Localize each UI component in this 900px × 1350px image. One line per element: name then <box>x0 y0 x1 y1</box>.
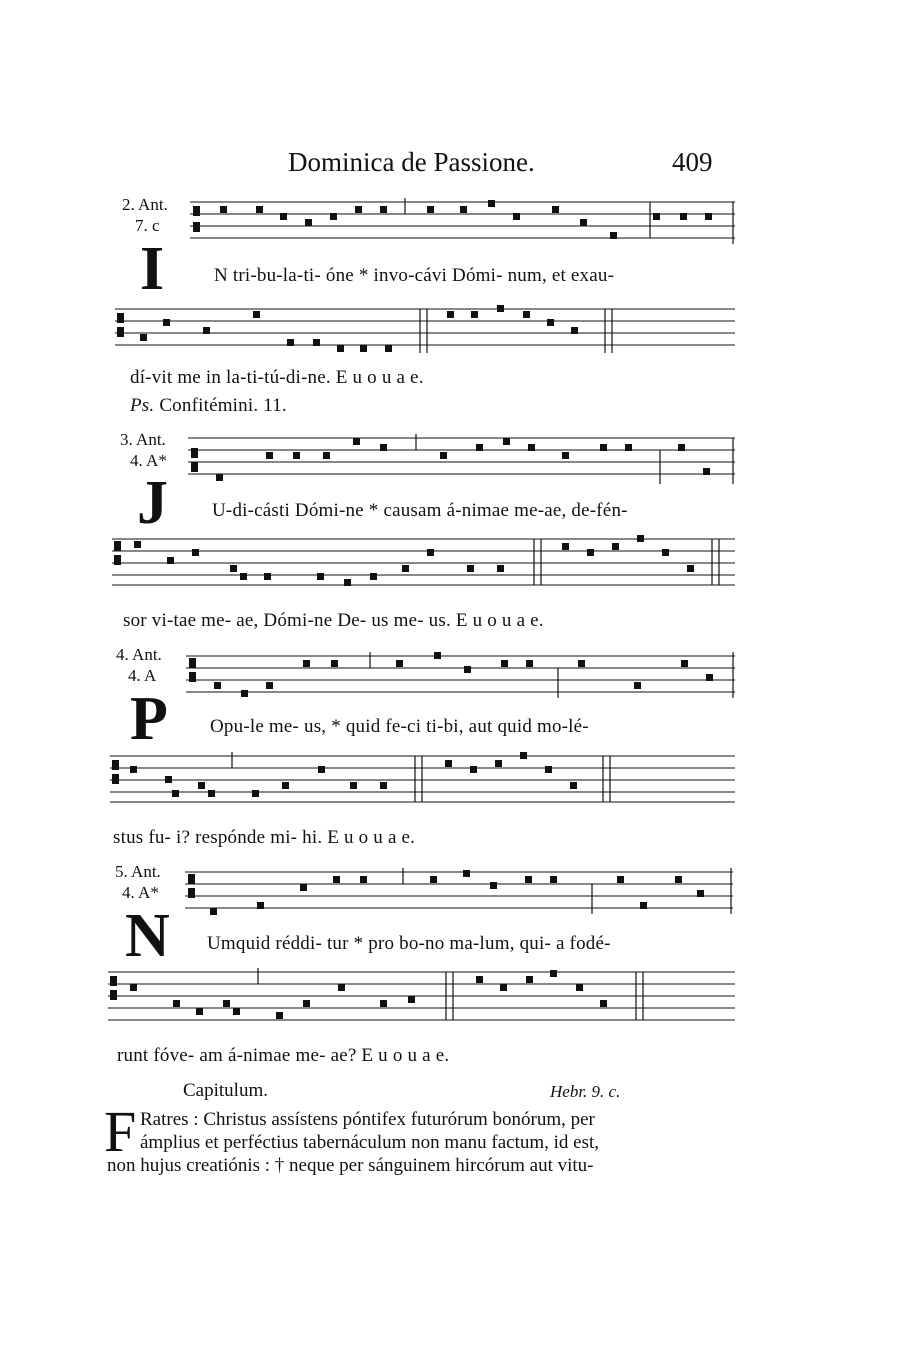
antiphon-label: 2. Ant. <box>122 195 168 214</box>
mode-label: 4. A <box>128 666 157 685</box>
lyrics-line: stus fu- i? respónde mi- hi. E u o u a e. <box>113 827 416 848</box>
scripture-reference: Hebr. 9. c. <box>550 1082 621 1101</box>
music-staff <box>190 198 735 244</box>
lyrics-line: U-di-cásti Dómi-ne * causam á-nimae me-ae, de-fén- <box>212 500 628 521</box>
antiphon-label: 4. Ant. <box>116 645 162 664</box>
page-title: Dominica de Passione. <box>288 147 535 177</box>
drop-capital: J <box>137 469 168 537</box>
music-staff <box>112 535 735 597</box>
lyrics-line: sor vi-tae me- ae, Dómi-ne De- us me- us. E u o u a e. <box>123 610 544 631</box>
lyrics-line: Opu-le me- us, * quid fe-ci ti-bi, aut quid mo-lé- <box>210 716 589 737</box>
drop-capital: P <box>130 685 168 753</box>
lyrics-line: runt fóve- am á-nimae me- ae? E u o u a e. <box>117 1045 450 1066</box>
capitulum-heading: Capitulum. <box>183 1080 268 1101</box>
lyrics-line: dí-vit me in la-ti-tú-di-ne. E u o u a e. <box>130 367 424 388</box>
psalm-text: Confitémini. 11. <box>159 395 287 416</box>
antiphon-label: 5. Ant. <box>115 862 161 881</box>
music-staff <box>110 752 735 812</box>
music-staff <box>185 868 733 918</box>
lyrics-line: Umquid réddi- tur * pro bo-no ma-lum, qui- a fodé- <box>207 933 611 954</box>
paragraph-line: ámplius et perféctius tabernáculum non manu factum, id est, <box>140 1132 600 1153</box>
psalm-abbr: Ps. <box>130 395 155 416</box>
antiphon-label: 3. Ant. <box>120 430 166 449</box>
mode-label: 4. A* <box>130 451 167 470</box>
psalm-incipit <box>130 395 287 417</box>
music-staff <box>115 305 735 357</box>
paragraph-line: Ratres : Christus assístens póntifex futurórum bonórum, per <box>140 1109 595 1130</box>
music-staff <box>108 968 735 1030</box>
drop-capital: F <box>104 1099 137 1164</box>
paragraph-line: non hujus creatiónis : † neque per sánguinem hircórum aut vitu- <box>107 1155 594 1176</box>
mode-label: 4. A* <box>122 883 159 902</box>
page-number: 409 <box>672 147 713 177</box>
drop-capital: I <box>140 235 165 303</box>
music-staff <box>186 652 735 702</box>
mode-label: 7. c <box>135 216 160 235</box>
drop-capital: N <box>125 902 170 970</box>
lyrics-line: N tri-bu-la-ti- óne * invo-cávi Dómi- num, et exau- <box>214 265 615 286</box>
music-staff <box>188 434 735 484</box>
